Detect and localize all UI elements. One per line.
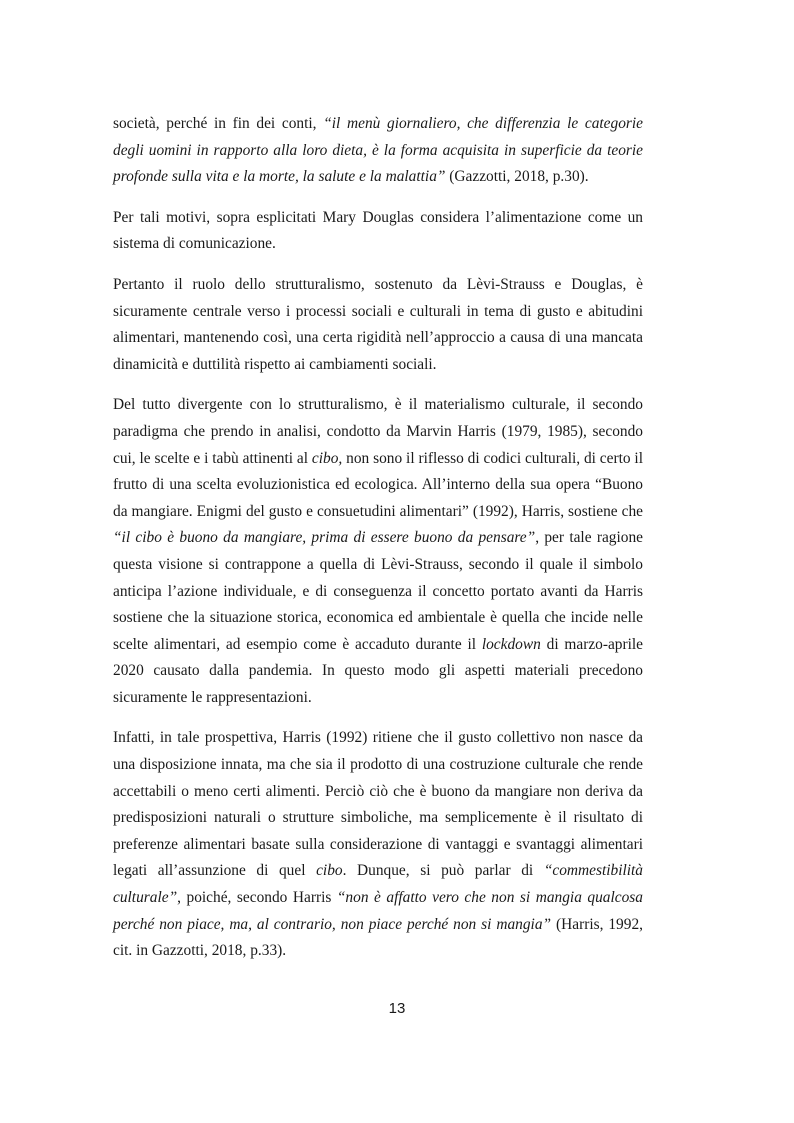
italic-text-segment: “non è affatto vero che non si mangia qualcosa perché non piace, ma, al contrario, non piace perché non si mangia” (113, 889, 643, 933)
paragraph (113, 725, 643, 964)
text-segment: , per tale ragione questa visione si contrappone a quella di Lèvi-Strauss, secondo il quale il simbolo anticipa l’azione individuale, e di conseguenza il concetto portato avanti da Harris sostiene che la situazione storica, economica ed ambientale è quella che incide nelle scelte alimentari, ad esempio come è accaduto durante il (113, 529, 643, 653)
text-segment: Per tali motivi, sopra esplicitati Mary Douglas considera l’alimentazione come un sistema di comunicazione. (113, 208, 643, 253)
text-segment: . Dunque, si può parlar di (342, 862, 544, 880)
italic-text-segment: cibo, (311, 449, 343, 467)
paragraph (113, 392, 643, 711)
text-segment: di marzo-aprile 2020 causato dalla pandemia. In questo modo gli aspetti materiali precedono sicuramente le rappresentazioni. (113, 635, 644, 706)
page-number: 13 (388, 1000, 406, 1017)
paragraph (113, 205, 643, 258)
text-segment: Pertanto il ruolo dello strutturalismo, sostenuto da Lèvi-Strauss e Douglas, è sicuramente centrale verso i processi sociali e culturali in tema di gusto e abitudini alimentari, mantenendo così, una certa rigidità nell’approccio a causa di una mancata dinamicità e duttilità rispetto ai cambiamenti sociali. (113, 275, 643, 373)
text-segment: società, perché in fin dei conti, (113, 115, 324, 132)
paragraph (113, 272, 643, 378)
body-text (113, 111, 643, 979)
italic-text-segment: “commestibilità culturale” (113, 862, 643, 907)
paragraph (113, 111, 643, 191)
text-segment: (Gazzotti, 2018, p.30). (445, 168, 589, 186)
italic-text-segment: “il cibo è buono da mangiare, prima di essere buono da pensare” (113, 529, 536, 547)
text-segment: , poiché, secondo Harris (177, 889, 337, 907)
text-segment: Infatti, in tale prospettiva, Harris (1992) ritiene che il gusto collettivo non nasce da una disposizione innata, ma che sia il prodotto di una costruzione culturale che rende accettabili o meno certi alimenti. Perciò ciò che è buono da mangiare non deriva da predisposizioni naturali o strutture simboliche, ma semplicemente è il risultato di preferenze alimentari basate sulla considerazione di vantaggi e svantaggi alimentari legati all’assunzione di quel (113, 729, 643, 880)
text-segment: non sono il riflesso di codici culturali, di certo il frutto di una scelta evoluzionistica ed ecologica. All’interno della sua opera “Buono da mangiare. Enigmi del gusto e consuetudini alimentari” (1992), Harris, sostiene che (113, 449, 643, 520)
italic-text-segment: “il menù giornaliero, che differenzia le categorie degli uomini in rapporto alla loro dieta, è la forma acquisita in superficie da teorie profonde sulla vita e la morte, la salute e la malattia” (113, 115, 643, 186)
italic-text-segment: lockdown (481, 635, 541, 653)
italic-text-segment: cibo (316, 862, 343, 880)
text-segment: Del tutto divergente con lo strutturalismo, è il materialismo culturale, il secondo paradigma che prendo in analisi, condotto da Marvin Harris (1979, 1985), secondo cui, le scelte e i tabù attinenti al (113, 396, 643, 467)
text-segment: (Harris, 1992, cit. in Gazzotti, 2018, p.33). (113, 915, 643, 960)
